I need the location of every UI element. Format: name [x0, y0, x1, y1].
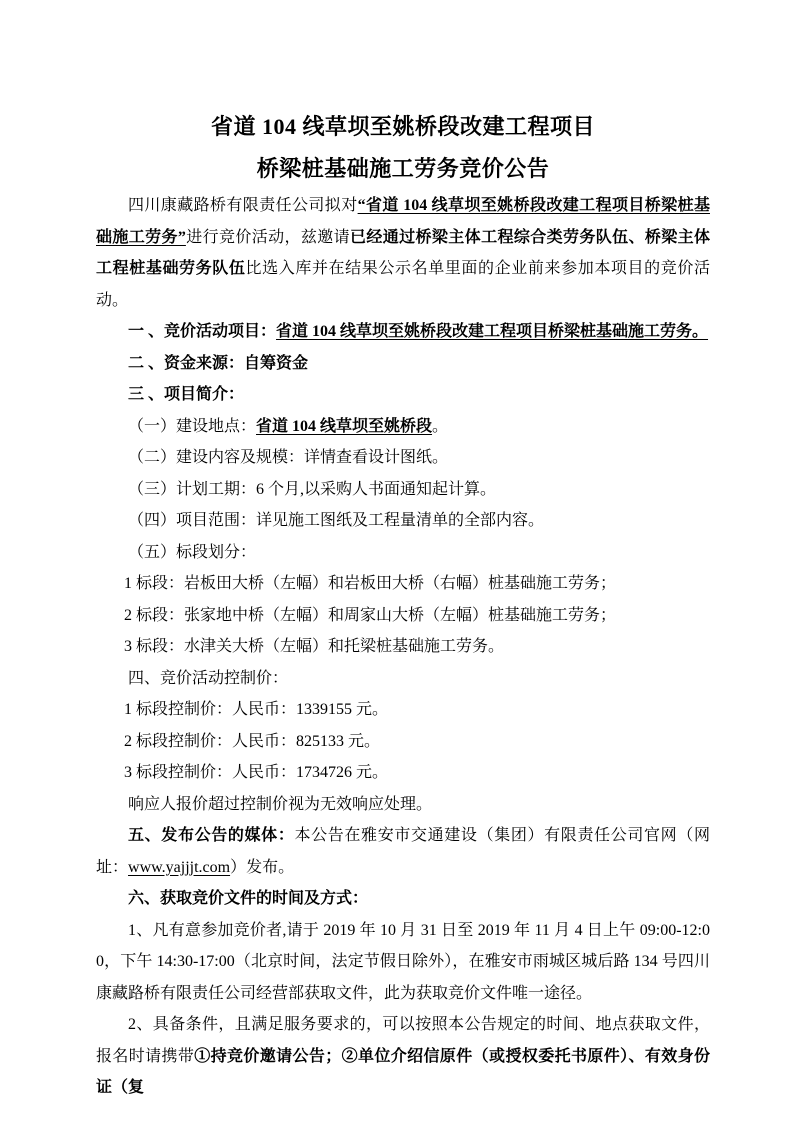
text-run: 2 标段控制价：人民币：825133 元。 [124, 732, 381, 750]
text-run: 三 、项目简介： [128, 386, 245, 403]
text-run: （二）建设内容及规模：详情查看设计图纸。 [128, 449, 449, 466]
sub-2-content-and-scale [96, 442, 710, 474]
text-run: 本公告在雅安市交通建设（集团）有限责任公司官网（网址： [96, 827, 710, 876]
text-run: （五）标段划分： [128, 543, 257, 561]
document-title-line1: 省道 104 线草坝至姚桥段改建工程项目 [210, 114, 595, 139]
item-3-project-overview [96, 379, 710, 411]
control-price-section-2 [96, 726, 710, 758]
sub-4-project-scope [96, 505, 710, 537]
text-run: 2 标段：张家地中桥（左幅）和周家山大桥（左幅）桩基础施工劳务； [124, 606, 617, 624]
item-1-bidding-project [96, 316, 710, 348]
text-run: 2、具备条件，且满足服务要求的，可以按照本公告规定的时间、地点获取文件，报名时请携带 [96, 1016, 710, 1065]
section-2-description [96, 600, 710, 632]
section-3-description [96, 631, 710, 663]
text-run: （一）建设地点： [128, 417, 257, 435]
text-run: 1 标段控制价：人民币：1339155 元。 [124, 701, 389, 718]
item-2-funding-source [96, 348, 710, 380]
text-run: 六、获取竞价文件的时间及方式： [128, 890, 369, 907]
document-content [96, 0, 710, 1104]
control-price-section-1 [96, 694, 710, 726]
sub-5-section-division [96, 537, 710, 569]
control-price-section-3 [96, 757, 710, 789]
document-body [96, 190, 710, 1104]
item-6-document-acquisition [96, 883, 710, 915]
sub-1-construction-location [96, 411, 710, 443]
sub-3-planned-duration [96, 474, 710, 506]
text-run: 二 、资金来源：自筹资金 [128, 354, 309, 372]
invalid-response-note [96, 789, 710, 821]
text-run: ①持竞价邀请公告；②单位介绍信原件（或授权委托书原件）、有效身份证（复 [96, 1047, 710, 1096]
intro-paragraph [96, 190, 710, 316]
text-run: 3 标段：水津关大桥（左幅）和托梁桩基础施工劳务。 [124, 638, 505, 655]
text-run: 1、凡有意参加竞价者,请于 2019 年 10 月 31 日至 2019 年 11 月 4 日上午 09:00-12:00，下午 14:30-17:00（北京时间，法定节假日除外），在雅安市雨城区城后路 134 号四川康藏路桥有限责任公司经营部获取文件，此为获取竞价文件唯一途径。 [96, 921, 710, 1002]
text-run: ）发布。 [230, 858, 295, 876]
text-run: “省道 104 线草坝至姚桥段改建工程项目桥梁桩基础施工劳务” [96, 197, 710, 246]
text-run: 比选入库并在结果公示名单里面的企业前来参加本项目的竞价活动。 [96, 260, 710, 309]
text-run: 进行竞价活动，兹邀请 [185, 228, 351, 246]
text-run: （三）计划工期：6 个月,以采购人书面通知起计算。 [128, 480, 497, 498]
text-run: 五、发布公告的媒体： [128, 827, 295, 844]
item-5-announcement-media [96, 820, 710, 883]
document-title-line2: 桥梁桩基础施工劳务竞价公告 [256, 156, 550, 181]
text-run: 四、竞价活动控制价： [128, 669, 289, 687]
text-run: 已经通过桥梁主体工程综合类劳务队伍、桥梁主体工程桩基础劳务队伍 [96, 228, 710, 277]
acquisition-paragraph-1 [96, 915, 710, 1010]
item-4-control-price [96, 663, 710, 695]
text-run: 1 标段：岩板田大桥（左幅）和岩板田大桥（右幅）桩基础施工劳务； [124, 575, 617, 592]
text-run: 省道 104 线草坝至姚桥段 [256, 417, 433, 435]
acquisition-paragraph-2 [96, 1009, 710, 1104]
text-run: 3 标段控制价：人民币：1734726 元。 [124, 764, 389, 781]
text-run: 。 [432, 417, 449, 435]
text-run: 四川康藏路桥有限责任公司拟对 [128, 197, 358, 214]
section-1-description [96, 568, 710, 600]
website-url-text: www.yajjjt.com [128, 858, 231, 876]
text-run: 省道 104 线草坝至姚桥段改建工程项目桥梁桩基础施工劳务。 [276, 323, 709, 340]
text-run: （四）项目范围：详见施工图纸及工程量清单的全部内容。 [128, 512, 545, 529]
text-run: 响应人报价超过控制价视为无效响应处理。 [128, 795, 433, 813]
text-run: 一 、竞价活动项目： [128, 323, 277, 340]
